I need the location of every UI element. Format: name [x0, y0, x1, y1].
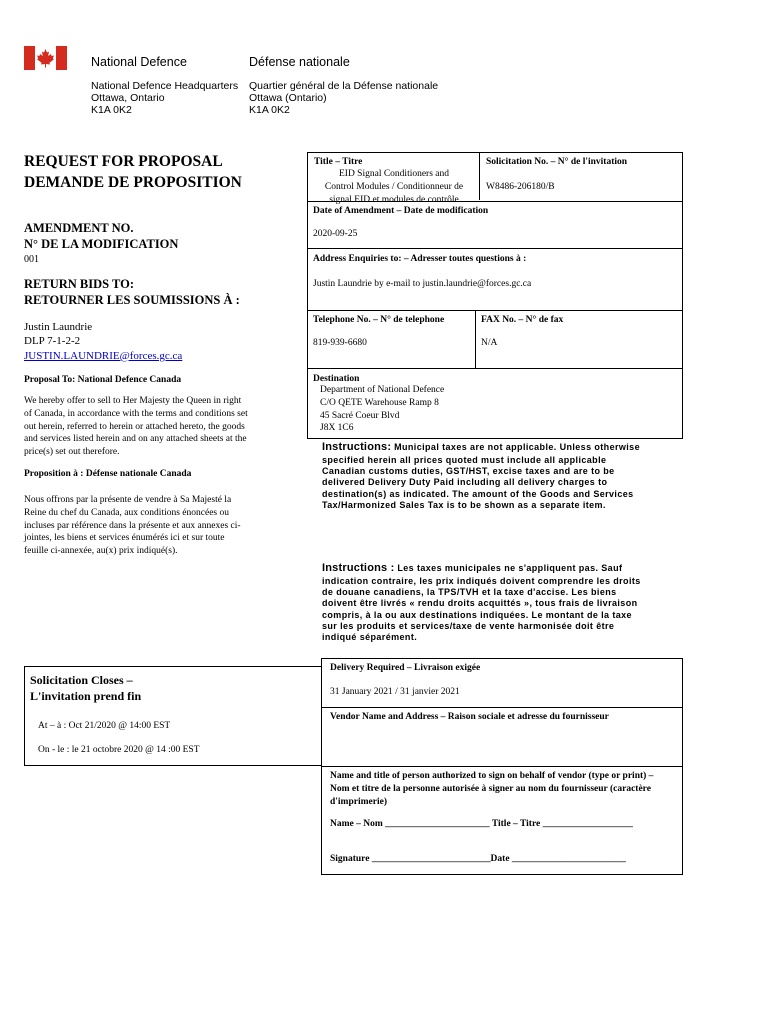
- amendment-block: AMENDMENT NO. N° DE LA MODIFICATION 001: [24, 221, 179, 265]
- enquiries-label: Address Enquiries to: – Adresser toutes questions à :: [313, 254, 527, 264]
- authorized-person-label: Name and title of person authorized to sign on behalf of vendor (type or print) – Nom et titre de la personne autorisée à signer au nom du fournisseur (caractère d'imprimerie): [330, 771, 654, 807]
- name-title-line[interactable]: Name – Nom ______________________ Title – Titre ___________________: [330, 819, 633, 829]
- delivery-required-label: Delivery Required – Livraison exigée: [330, 663, 481, 673]
- divider: [307, 368, 682, 369]
- fax-label: FAX No. – N° de fax: [481, 315, 564, 325]
- address-line: Ottawa, Ontario: [91, 92, 165, 105]
- dept-name-en: National Defence: [91, 55, 187, 69]
- divider: [307, 310, 682, 311]
- contact-name: Justin Laundrie: [24, 321, 93, 333]
- delivery-required-value: 31 January 2021 / 31 janvier 2021: [330, 687, 460, 697]
- instructions-fr: Instructions : Les taxes municipales ne s'appliquent pas. Sauf indication contraire, les prix indiqués doivent comprendre les droits de douane canadiens, la TPS/TVH et la taxe d'accise. Les biens doivent être livrés « rendu droits acquittés », tous frais de livraison compris, à la ou aux destinations indiquées. Le montant de la taxe sur les produits et services/taxe de vente harmonisée doit être indiqué séparément.: [322, 562, 641, 642]
- divider: [475, 310, 476, 368]
- divider: [321, 707, 682, 708]
- address-line: National Defence Headquarters: [91, 80, 239, 92]
- proposal-en-text: We hereby offer to sell to Her Majesty the Queen in right of Canada, in accordance with the terms and conditions set out herein, referred to herein or attached hereto, the goods and services listed herein and on any attached sheets at the price(s) set out therefore.: [24, 396, 248, 458]
- proposal-fr-text: Nous offrons par la présente de vendre à Sa Majesté la Reine du chef du Canada, aux conditions énoncées ou incluses par référence dans la présente et aux annexes ci-jointes, les biens et services énumérés ici et sur toute feuille ci-annexée, au(x) prix indiqué(s).: [24, 495, 241, 557]
- divider: [479, 152, 480, 200]
- hq-address-fr: [249, 80, 438, 116]
- signature-date-line[interactable]: Signature _________________________Date ________________________: [330, 854, 626, 864]
- divider: [321, 766, 682, 767]
- proposal-en-title: Proposal To: National Defence Canada: [24, 375, 182, 385]
- amendment-number: 001: [24, 253, 39, 265]
- title-value: EID Signal Conditioners and Control Modules / Conditionneur de signal EID et modules de contrôle: [324, 169, 464, 205]
- amendment-date-value: 2020-09-25: [313, 229, 358, 239]
- solicitation-closes-title: Solicitation Closes – L'invitation prend fin: [30, 673, 142, 703]
- solicitation-number: W8486-206180/B: [486, 182, 555, 192]
- title-label: Title – Titre: [314, 157, 363, 167]
- proposal-fr-title: Proposition à : Défense nationale Canada: [24, 469, 192, 479]
- closing-date-fr: On - le : le 21 octobre 2020 @ 14 :00 EST: [38, 745, 200, 755]
- contact-code: DLP 7-1-2-2: [24, 335, 81, 348]
- address-line: K1A 0K2: [91, 104, 132, 117]
- destination-label: Destination: [313, 374, 360, 384]
- contact-email-link[interactable]: JUSTIN.LAUNDRIE@forces.gc.ca: [24, 349, 183, 362]
- canada-flag-icon: [24, 46, 67, 70]
- instructions-en: Instructions: Municipal taxes are not applicable. Unless otherwise specified herein all prices quoted must include all applicable Canadian customs duties, GST/HST, excise taxes and are to be delivered Delivery Duty Paid including all delivery charges to destination(s) as indicated. The amount of the Goods and Services Tax/Harmonized Sales Tax is to be shown as a separate item.: [322, 441, 640, 510]
- rfp-title: REQUEST FOR PROPOSAL DEMANDE DE PROPOSITION: [24, 153, 242, 191]
- address-line: K1A 0K2: [249, 104, 290, 117]
- dept-name-fr: Défense nationale: [249, 55, 350, 69]
- return-bids-heading: RETURN BIDS TO: RETOURNER LES SOUMISSIONS À :: [24, 277, 240, 308]
- hq-address-en: [91, 80, 238, 116]
- enquiries-value: Justin Laundrie by e-mail to justin.laundrie@forces.gc.ca: [313, 279, 532, 289]
- closing-date-en: At – à : Oct 21/2020 @ 14:00 EST: [38, 721, 171, 731]
- destination-address: Department of National Defence C/O QETE Warehouse Ramp 8 45 Sacré Coeur Blvd J8X 1C6: [320, 385, 445, 434]
- fax-value: N/A: [481, 338, 498, 348]
- telephone-label: Telephone No. – N° de telephone: [313, 315, 445, 325]
- solicitation-label: Solicitation No. – N° de l'invitation: [486, 157, 628, 167]
- divider: [307, 248, 682, 249]
- vendor-name-label: Vendor Name and Address – Raison sociale et adresse du fournisseur: [330, 712, 609, 722]
- amendment-date-label: Date of Amendment – Date de modification: [313, 206, 489, 216]
- address-line: Ottawa (Ontario): [249, 92, 327, 105]
- address-line: Quartier général de la Défense nationale: [249, 80, 439, 92]
- telephone-value: 819-939-6680: [313, 338, 367, 348]
- return-contact: [24, 320, 182, 363]
